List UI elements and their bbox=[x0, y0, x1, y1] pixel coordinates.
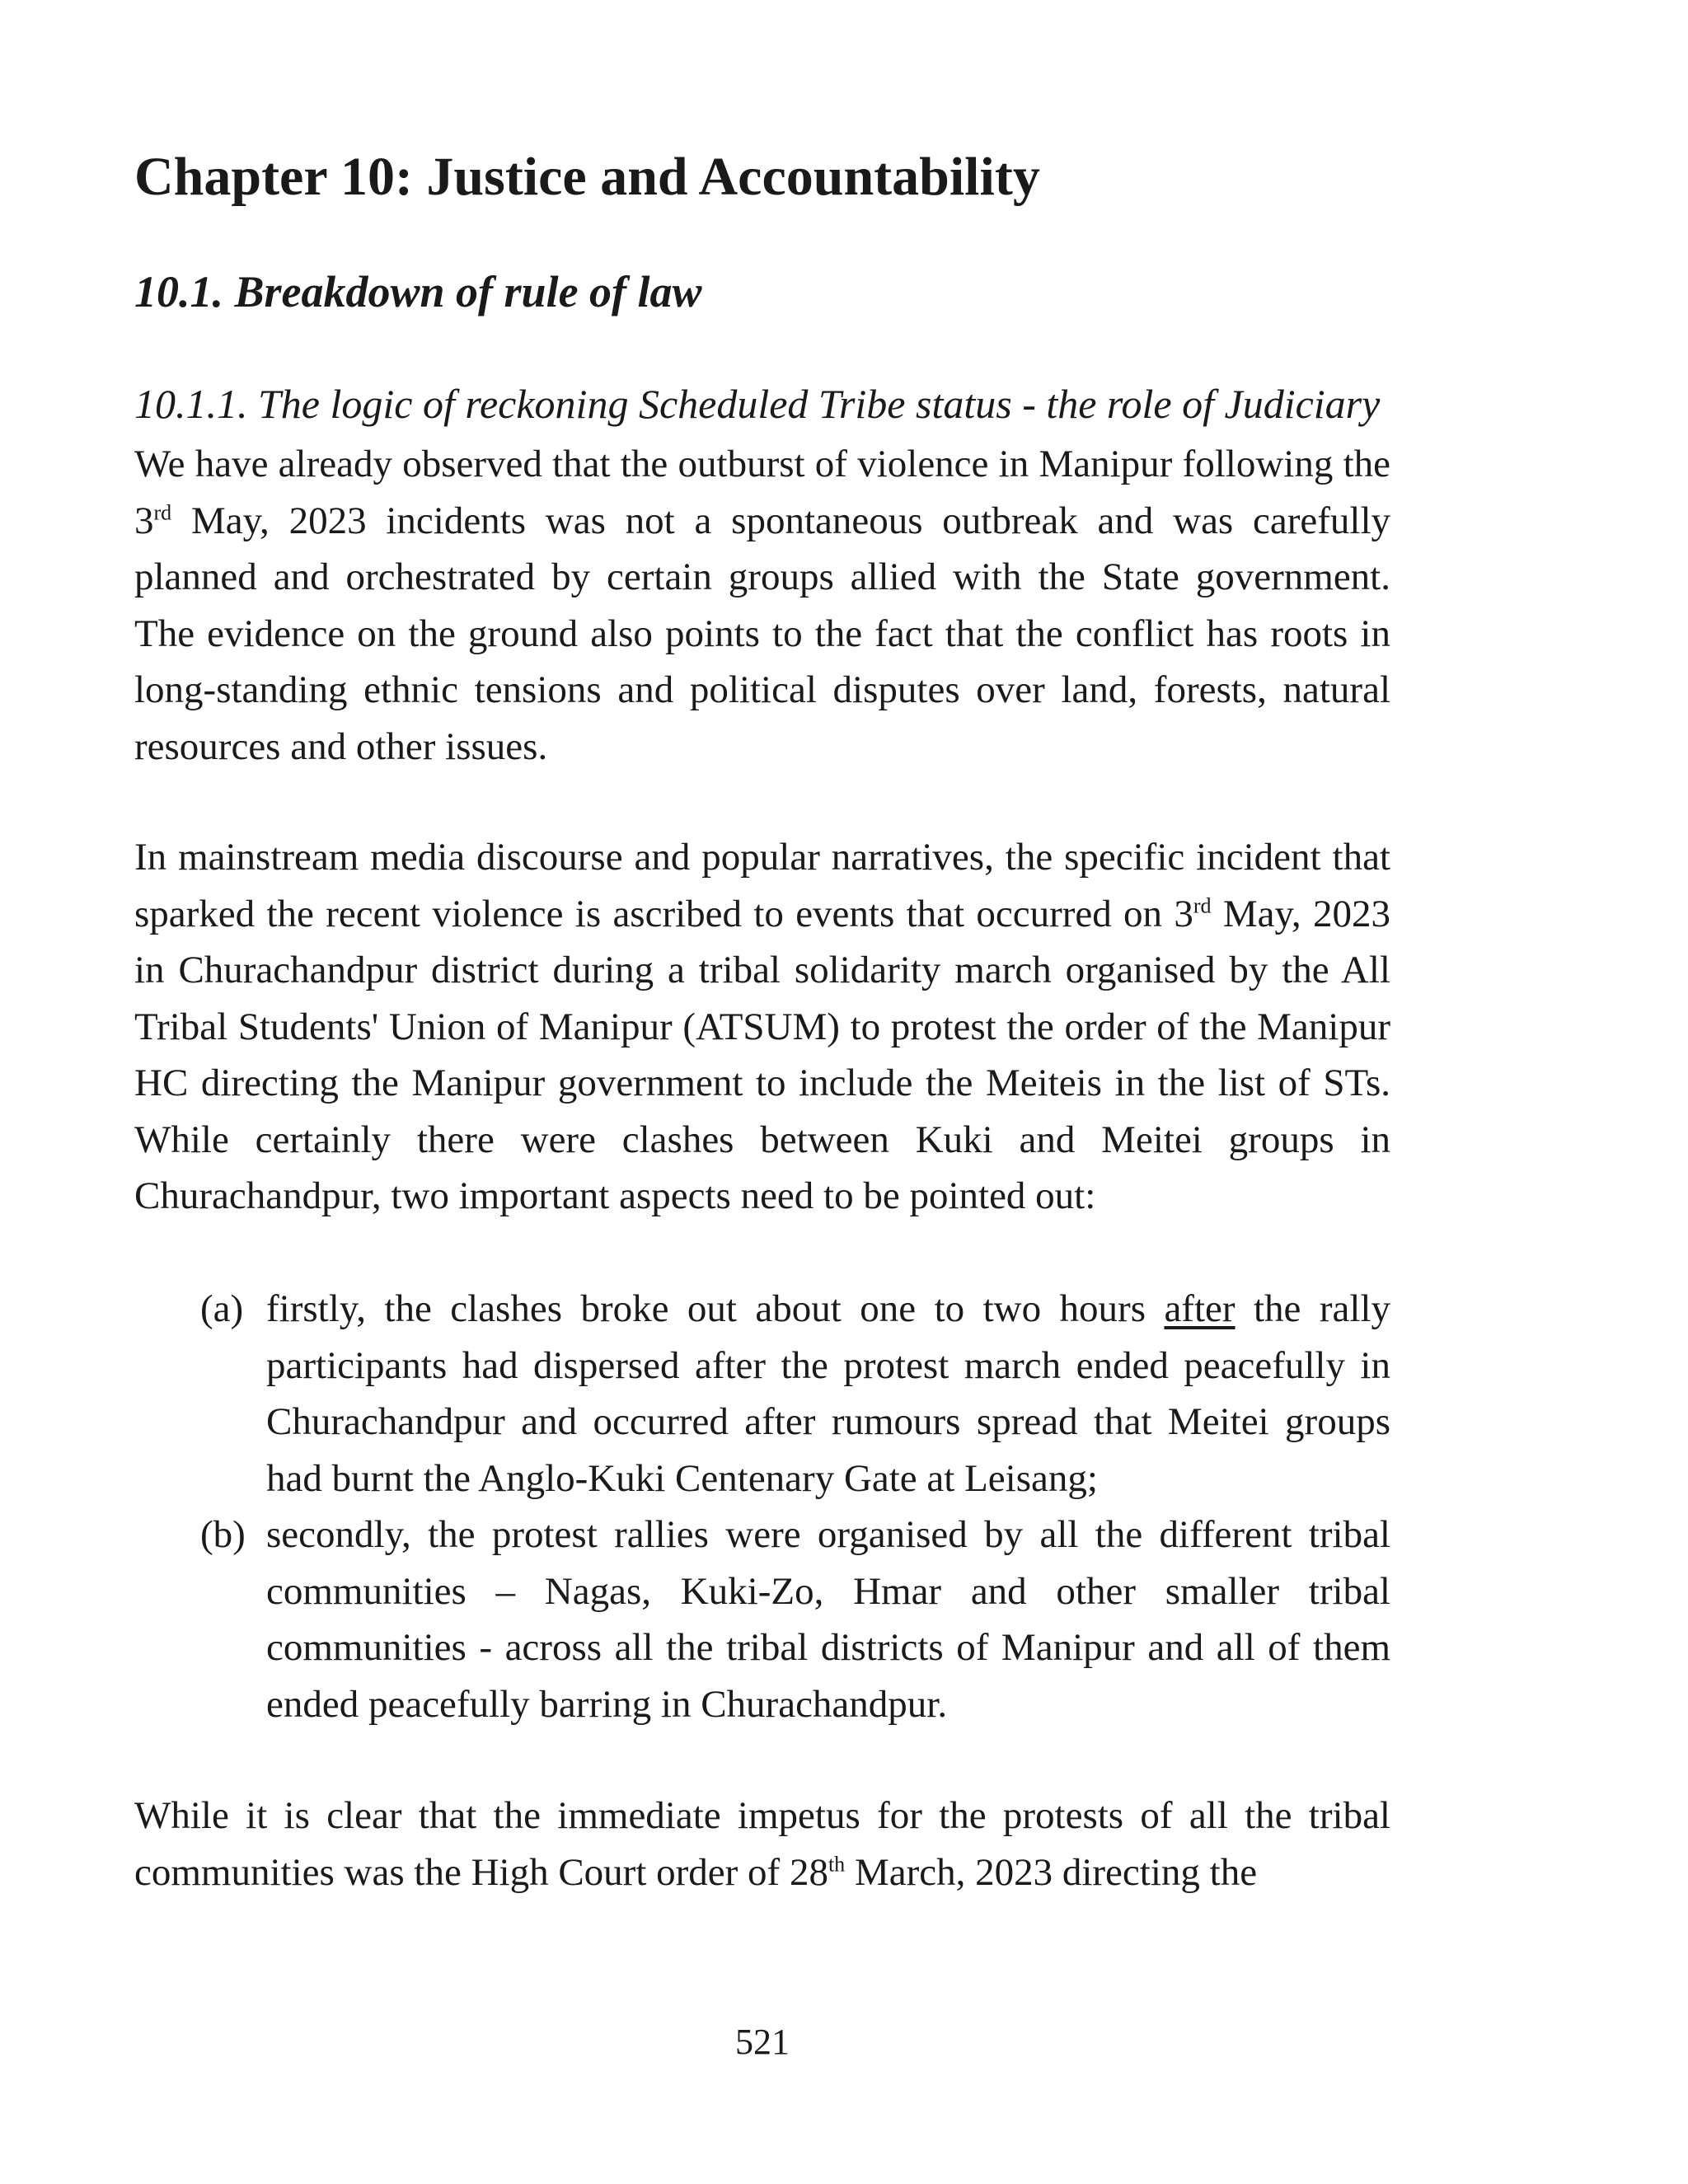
list-item-a-text-before: firstly, the clashes broke out about one to two hours bbox=[266, 1287, 1165, 1330]
aspects-list bbox=[200, 1281, 1390, 1732]
paragraph-2-text-a: In mainstream media discourse and popular narratives, the specific incident that sparked the recent violence is ascribed to events that occurred on 3 bbox=[134, 836, 1390, 935]
chapter-title: Chapter 10: Justice and Accountability bbox=[134, 147, 1040, 207]
paragraph-3-text-a: While it is clear that the immediate impetus for the protests of all the tribal communities was the High Court order of 28 bbox=[134, 1794, 1390, 1894]
paragraph-2 bbox=[134, 829, 1390, 1225]
paragraph-3 bbox=[134, 1788, 1390, 1900]
paragraph-3-ordinal: th bbox=[828, 1851, 846, 1876]
paragraph-1-text-b: May, 2023 incidents was not a spontaneous outbreak and was carefully planned and orchestrated by certain groups allied with the State government. The evidence on the ground also points to the fact that the conflict has roots in long-standing ethnic tensions and political disputes over land, forests, natural resources and other issues. bbox=[134, 499, 1390, 768]
paragraph-2-text-b: May, 2023 in Churachandpur district during a tribal solidarity march organised by the All Tribal Students' Union of Manipur (ATSUM) to protest the order of the Manipur HC directing the Manipur government to include the Meiteis in the list of STs. While certainly there were clashes between Kuki and Meitei groups in Churachandpur, two important aspects need to be pointed out: bbox=[134, 892, 1390, 1217]
section-title: 10.1. Breakdown of rule of law bbox=[134, 267, 702, 316]
paragraph-1-ordinal: rd bbox=[153, 499, 172, 524]
paragraph-3-text-b: March, 2023 directing the bbox=[845, 1850, 1258, 1894]
list-marker-a: (a) bbox=[200, 1287, 244, 1330]
list-marker-b: (b) bbox=[200, 1513, 246, 1556]
list-item-b-text: secondly, the protest rallies were organised by all the different tribal communities – Nagas, Kuki-Zo, Hmar and other smaller tribal communities - across all the tribal districts of Manipur and all of them ended peacefully barring in Churachandpur. bbox=[266, 1513, 1390, 1726]
paragraph-2-ordinal: rd bbox=[1193, 893, 1212, 917]
underlined-word: after bbox=[1164, 1287, 1236, 1330]
list-item-a bbox=[200, 1281, 1390, 1507]
subsection-title: 10.1.1. The logic of reckoning Scheduled Tribe status - the role of Judiciary bbox=[134, 381, 1381, 427]
page-number: 521 bbox=[735, 2022, 790, 2062]
list-item-b bbox=[200, 1507, 1390, 1732]
paragraph-1-text-a: We have already observed that the outburst of violence in Manipur following the 3 bbox=[134, 443, 1390, 542]
document-page bbox=[134, 0, 1390, 2184]
paragraph-1 bbox=[134, 436, 1390, 775]
list-item-a-text-after: the rally participants had dispersed after the protest march ended peacefully in Churachandpur and occurred after rumours spread that Meitei groups had burnt the Anglo-Kuki Centenary Gate at Leisang; bbox=[266, 1287, 1390, 1500]
